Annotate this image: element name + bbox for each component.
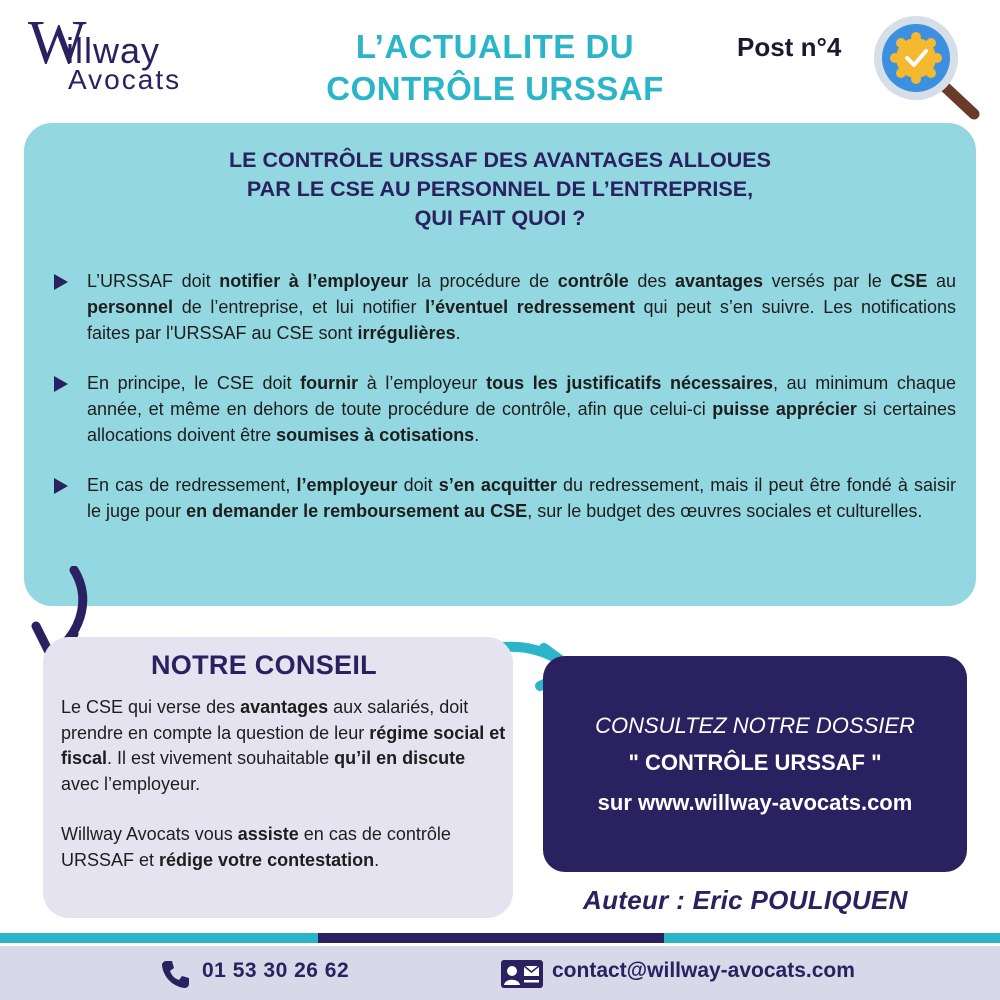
- emphasis-text: CSE: [890, 271, 928, 291]
- body-text: de l’entreprise, et lui notifier: [173, 297, 426, 317]
- body-text: Willway Avocats vous: [61, 824, 238, 844]
- heading-line3: QUI FAIT QUOI ?: [414, 206, 586, 230]
- emphasis-text: assiste: [237, 824, 299, 844]
- body-text: versés par le: [763, 271, 891, 291]
- emphasis-text: personnel: [87, 297, 174, 317]
- dossier-line1: CONSULTEZ NOTRE DOSSIER: [595, 713, 915, 738]
- body-text: , au minimum chaque année, et même en dehors de toute procédure de contrôle, afin que celui-ci: [87, 373, 956, 419]
- body-text: En cas de redressement,: [87, 475, 297, 495]
- email-address[interactable]: contact@willway-avocats.com: [552, 959, 855, 982]
- advice-panel: [43, 637, 513, 918]
- phone-icon: [160, 958, 192, 990]
- body-text: si certaines allocations doivent être: [87, 399, 956, 445]
- emphasis-text: l’éventuel redressement: [425, 297, 635, 317]
- emphasis-text: avantages: [240, 697, 329, 717]
- contact-card-icon: [500, 958, 544, 990]
- heading-line2: PAR LE CSE AU PERSONNEL DE L’ENTREPRISE,: [246, 177, 754, 201]
- body-text: au: [927, 271, 956, 291]
- body-text: Le CSE qui verse des: [61, 697, 241, 717]
- heading-line1: LE CONTRÔLE URSSAF DES AVANTAGES ALLOUES: [229, 148, 771, 172]
- advice-title: NOTRE CONSEIL: [151, 650, 377, 680]
- advice-paragraph: [61, 695, 506, 797]
- title-line1: L’ACTUALITE DU: [355, 28, 635, 65]
- body-text: .: [455, 323, 461, 343]
- title-line2: CONTRÔLE URSSAF: [326, 70, 664, 107]
- phone-number[interactable]: 01 53 30 26 62: [202, 959, 350, 982]
- footer-stripe-middle: [318, 933, 664, 943]
- body-text: la procédure de: [408, 271, 558, 291]
- bullet-list: [54, 268, 956, 524]
- bullet-item: [54, 268, 956, 346]
- bullet-item: [54, 370, 956, 448]
- logo-mark: W: [28, 9, 87, 77]
- body-text: En principe, le CSE doit: [87, 373, 301, 393]
- emphasis-text: puisse apprécier: [712, 399, 857, 419]
- emphasis-text: fournir: [300, 373, 359, 393]
- emphasis-text: avantages: [674, 271, 764, 291]
- emphasis-text: qu’il en discute: [334, 748, 466, 768]
- logo-line1: illway: [66, 30, 161, 71]
- emphasis-text: irrégulières: [357, 323, 456, 343]
- magnifier-badge-icon: [866, 12, 986, 122]
- post-number: Post n°4: [737, 32, 842, 62]
- body-text: .: [474, 425, 480, 445]
- emphasis-text: notifier à l’employeur: [219, 271, 409, 291]
- body-text: . Il est vivement souhaitable: [107, 748, 335, 768]
- bullet-item: [54, 472, 956, 524]
- dossier-website-link[interactable]: sur www.willway-avocats.com: [597, 790, 913, 815]
- emphasis-text: s’en acquitter: [438, 475, 557, 495]
- body-text: en cas de contrôle URSSAF et: [61, 824, 451, 870]
- footer-stripe-right: [664, 933, 1000, 943]
- dossier-link-panel[interactable]: [543, 656, 967, 872]
- dossier-line2: " CONTRÔLE URSSAF ": [628, 750, 882, 775]
- footer-stripe-left: [0, 933, 318, 943]
- body-text: des: [628, 271, 675, 291]
- triangle-bullet-icon: [54, 376, 68, 392]
- footer-bar: [0, 946, 1000, 1000]
- triangle-bullet-icon: [54, 274, 68, 290]
- page-title: [250, 26, 740, 110]
- advice-text: [61, 695, 506, 873]
- body-text: avec l’employeur.: [61, 773, 201, 794]
- emphasis-text: contrôle: [557, 271, 629, 291]
- author-credit: Auteur : Eric POULIQUEN: [583, 885, 908, 915]
- body-text: à l’employeur: [358, 373, 487, 393]
- body-text: qui peut s’en suivre. Les notifications faites par l'URSSAF au CSE sont: [87, 297, 956, 343]
- emphasis-text: en demander le remboursement au CSE: [186, 501, 528, 521]
- panel-heading: [24, 146, 976, 233]
- emphasis-text: l’employeur: [296, 475, 398, 495]
- body-text: aux salariés, doit prendre en compte la question de leur: [61, 697, 469, 743]
- body-text: du redressement, mais il peut être fondé à saisir le juge pour: [87, 475, 956, 521]
- emphasis-text: tous les justificatifs nécessaires: [486, 373, 774, 393]
- emphasis-text: soumises à cotisations: [276, 425, 475, 445]
- body-text: , sur le budget des œuvres sociales et culturelles.: [527, 501, 923, 521]
- emphasis-text: rédige votre contestation: [159, 849, 375, 870]
- logo-line2: Avocats: [68, 64, 182, 95]
- advice-paragraph: [61, 822, 506, 873]
- body-text: doit: [397, 475, 439, 495]
- info-panel: [24, 123, 976, 606]
- emphasis-text: régime social et fiscal: [61, 722, 506, 768]
- triangle-bullet-icon: [54, 478, 68, 494]
- willway-logo: [28, 9, 228, 95]
- body-text: .: [374, 849, 380, 870]
- body-text: L’URSSAF doit: [87, 271, 220, 291]
